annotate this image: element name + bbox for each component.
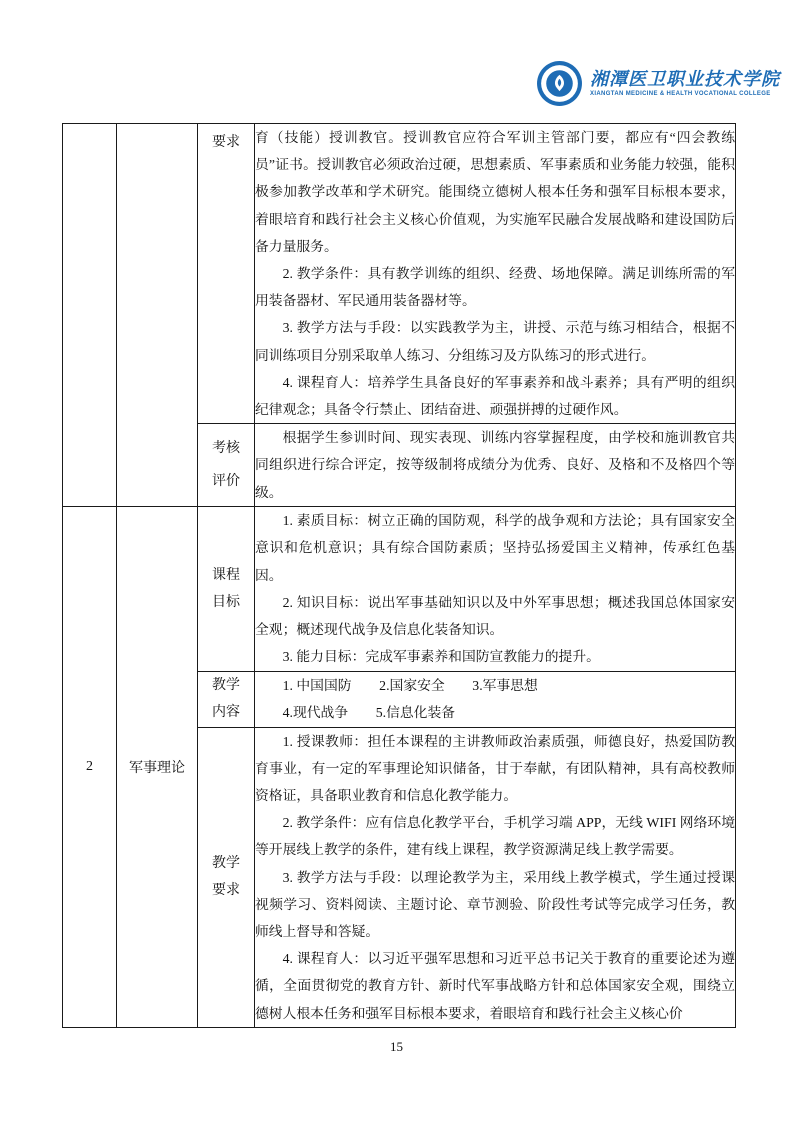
row1-course-cell [117, 124, 198, 507]
paragraph: 2. 教学条件：应有信息化教学平台，手机学习端 APP，无线 WIFI 网络环境等开展线上教学的条件，建有线上课程，教学资源满足线上教学需要。 [255, 815, 735, 858]
assessment-label-line: 评价 [212, 474, 240, 490]
course-objectives-content-cell [255, 507, 736, 672]
table-row [63, 507, 736, 672]
paragraph: 2. 教学条件：具有教学训练的组织、经费、场地保障。满足训练所需的军用装备器材、军民通用装备器材等。 [255, 266, 735, 309]
teaching-content-label-line: 内容 [212, 705, 240, 721]
teaching-requirements-label-cell [198, 727, 255, 1027]
paragraph: 1. 素质目标：树立正确的国防观，科学的战争观和方法论；具有国家安全意识和危机意识；具有综合国防素质；坚持弘扬爱国主义精神，传承红色基因。 [255, 513, 735, 583]
paragraph: 1. 授课教师：担任本课程的主讲教师政治素质强，师德良好，热爱国防教育事业，有一定的军事理论知识储备，甘于奉献，有团队精神，具有高校教师资格证，具备职业教育和信息化教学能力。 [255, 733, 735, 804]
paragraph: 3. 教学方法与手段：以理论教学为主，采用线上教学模式，学生通过授课视频学习、资料阅读、主题讨论、章节测验、阶段性考试等完成学习任务，教师线上督导和答疑。 [255, 869, 735, 940]
paragraph: 3. 教学方法与手段：以实践教学为主，讲授、示范与练习相结合，根据不同训练项目分别采取单人练习、分组练习及方队练习的形式进行。 [255, 320, 735, 363]
paragraph: 1. 中国国防 2.国家安全 3.军事思想 [282, 678, 538, 694]
paragraph: 4.现代战争 5.信息化装备 [282, 705, 456, 721]
assessment-label-line: 考核 [212, 441, 240, 457]
course-objectives-label-line: 课程 [212, 568, 240, 584]
college-logo [536, 60, 780, 107]
teaching-content-label-cell [198, 672, 255, 727]
college-name-en: XIANGTAN MEDICINE & HEALTH VOCATIONAL COLLEGE [590, 91, 771, 97]
row1-index-cell [63, 124, 117, 507]
requirements-label-cell [198, 124, 255, 424]
teaching-content-label-line: 教学 [212, 678, 240, 694]
page-number: 15 [390, 1039, 403, 1054]
paragraph: 根据学生参训时间、现实表现、训练内容掌握程度，由学校和施训教官共同组织进行综合评定，按等级制将成绩分为优秀、良好、及格和不及格四个等级。 [255, 430, 735, 500]
paragraph: 2. 知识目标：说出军事基础知识以及中外军事思想；概述我国总体国家安全观；概述现代战争及信息化装备知识。 [255, 594, 735, 638]
teaching-requirements-label-line: 要求 [212, 883, 240, 899]
requirements-content-cell [255, 124, 736, 424]
course-syllabus-table [62, 123, 736, 1028]
assessment-label-cell [198, 424, 255, 507]
course-objectives-label-line: 目标 [212, 595, 240, 611]
assessment-content-cell [255, 424, 736, 507]
college-name-cn: 湘潭医卫职业技术学院 [590, 69, 780, 89]
teaching-requirements-content-cell [255, 727, 736, 1027]
paragraph: 4. 课程育人：以习近平强军思想和习近平总书记关于教育的重要论述为遵循，全面贯彻党的教育方针、新时代军事战略方针和总体国家安全观，围绕立德树人根本任务和强军目标根本要求，着眼培育和践行社会主义核心价 [255, 951, 735, 1021]
course-index-cell: 2 [63, 507, 117, 1028]
teaching-content-content-cell [255, 672, 736, 727]
college-emblem-icon [536, 60, 583, 107]
paragraph: 育（技能）授训教官。授训教官应符合军训主管部门要，都应有“四会教练员”证书。授训教官必须政治过硬，思想素质、军事素质和业务能力较强，能积极参加教学改革和学术研究。能围绕立德树人根本任务和强军目标根本要求，着眼培育和践行社会主义核心价值观，为实施军民融合发展战略和建设国防后备力量服务。 [255, 130, 735, 254]
paragraph: 4. 课程育人：培养学生具备良好的军事素养和战斗素养；具有严明的组织纪律观念；具备令行禁止、团结奋进、顽强拼搏的过硬作风。 [255, 374, 735, 418]
teaching-requirements-label-line: 教学 [212, 856, 240, 872]
requirements-label: 要求 [212, 135, 240, 150]
course-name-cell: 军事理论 [117, 507, 198, 1028]
paragraph: 3. 能力目标：完成军事素养和国防宣教能力的提升。 [282, 649, 600, 665]
course-objectives-label-cell [198, 507, 255, 672]
table-row [63, 124, 736, 424]
college-name-block [590, 70, 780, 97]
